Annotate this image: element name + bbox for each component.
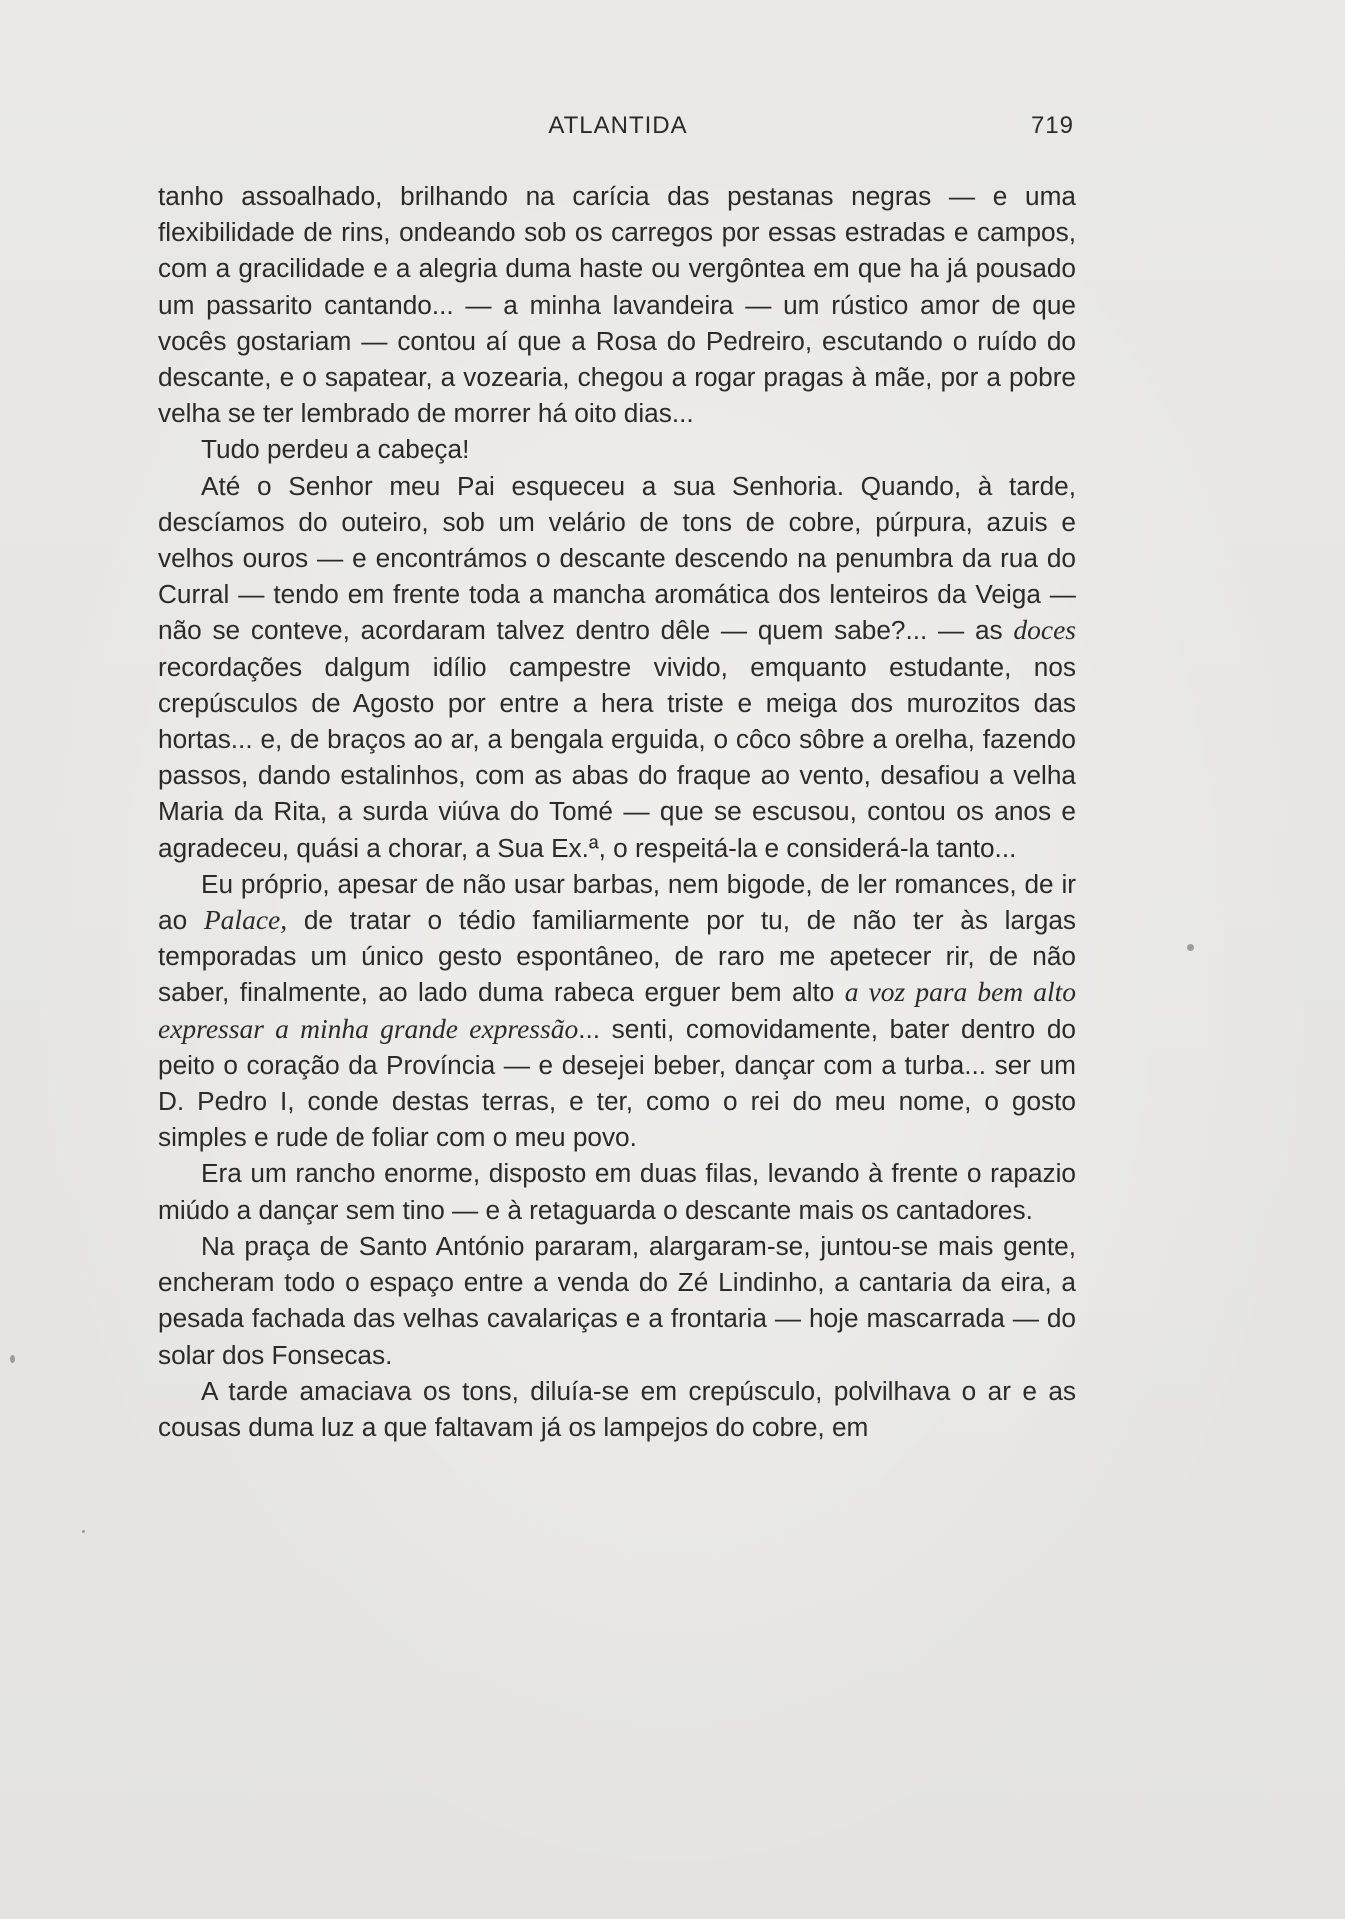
paragraph <box>158 866 1076 1156</box>
italic-text: Palace, <box>203 904 288 936</box>
paragraph-text: recordações dalgum idílio campestre vivido, emquanto estudante, nos crepúsculos de Agosto por entre a hera triste e meiga dos murozitos das hortas... e, de braços ao ar, a bengala erguida, o côco sôbre a orelha, fazendo passos, dando estalinhos, com as abas do fraque ao vento, desafiou a velha Maria da Rita, a surda viúva do Tomé — que se escusou, contou os anos e agradeceu, quási a chorar, a Sua Ex.ª, o respeitá-la e considerá-la tanto... <box>158 651 1076 863</box>
page-number: 719 <box>1030 112 1074 139</box>
paragraph-text: A tarde amaciava os tons, diluía-se em crepúsculo, polvilhava o ar e as cousas duma luz a que faltavam já os lampejos do cobre, em <box>158 1375 1076 1442</box>
paragraph-text: de tratar o tédio familiarmente por tu, de não ter às largas temporadas um único gesto espontâneo, de raro me apetecer rir, de não saber, finalmente, ao lado duma rabeca erguer bem alto <box>158 905 1077 1008</box>
paragraph <box>158 178 1076 431</box>
paragraph <box>158 1373 1076 1445</box>
paragraph <box>158 1228 1076 1373</box>
paragraph-text: Até o Senhor meu Pai esqueceu a sua Senhoria. Quando, à tarde, descíamos do outeiro, sob um velário de tons de cobre, púrpura, azuis e velhos ouros — e encontrámos o descante descendo na penumbra da rua do Curral — tendo em frente toda a mancha aromática dos lenteiros da Veiga — não se conteve, acordaram talvez dentro dêle — quem sabe?... — as <box>158 470 1076 646</box>
paper-speck <box>1187 944 1194 951</box>
paragraph-text: Era um rancho enorme, disposto em duas filas, levando à frente o rapazio miúdo a dançar sem tino — e à retaguarda o descante mais os cantadores. <box>158 1158 1076 1225</box>
paragraph <box>158 1155 1076 1227</box>
paragraph <box>158 468 1076 866</box>
paragraph-text: ... senti, comovidamente, bater dentro do peito o coração da Província — e desejei beber, dançar com a turba... ser um D. Pedro I, conde destas terras, e ter, como o rei do meu nome, o gosto simples e rude de foliar com o meu povo. <box>158 1013 1076 1153</box>
running-title: ATLANTIDA <box>548 112 688 139</box>
italic-text: doces <box>1013 614 1076 646</box>
paragraph <box>158 431 1076 467</box>
paragraph-text: Tudo perdeu a cabeça! <box>201 434 470 465</box>
paragraph-text: Eu próprio, apesar de não usar barbas, nem bigode, de ler romances, de ir ao <box>158 868 1076 936</box>
paragraph-text: tanho assoalhado, brilhando na carícia das pestanas negras — e uma flexibilidade de rins, ondeando sob os carregos por essas estradas e campos, com a gracilidade e a alegria duma haste ou vergôntea em que ha já pousado um passarito cantando... — a minha lavandeira — um rústico amor de que vocês gostariam — contou aí que a Rosa do Pedreiro, escutando o ruído do descante, e o sapatear, a vozearia, chegou a rogar pragas à mãe, por a pobre velha se ter lembrado de morrer há oito dias... <box>158 181 1076 429</box>
paper-speck <box>10 1355 15 1363</box>
paper-speck <box>82 1530 85 1533</box>
italic-text: a voz para bem alto expressar a minha grande expressão <box>158 976 1077 1044</box>
page-header <box>158 112 1078 144</box>
paragraph-text: Na praça de Santo António pararam, alargaram-se, juntou-se mais gente, encheram todo o espaço entre a venda do Zé Lindinho, a cantaria da eira, a pesada fachada das velhas cavalariças e a frontaria — hoje mascarrada — do solar dos Fonsecas. <box>158 1230 1076 1370</box>
body-text <box>158 178 1076 1445</box>
